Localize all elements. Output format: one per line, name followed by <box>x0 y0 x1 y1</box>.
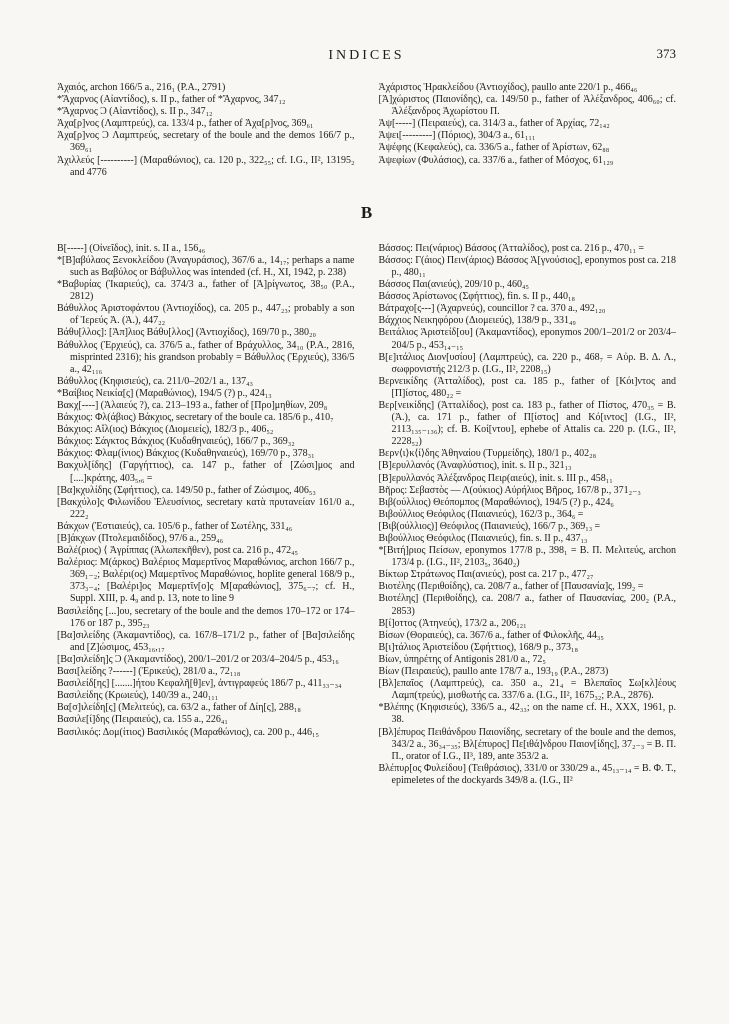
index-entry: Β[-----] (Οἰνεῖδος), init. s. II a., 156₄₆ <box>57 242 206 254</box>
index-entry: Βακχ[----] (Ἁλαιεύς ?), ca. 213–193 a., father of [Προ]μηθίων, 209₈ <box>57 399 328 411</box>
index-entry: *Ἄχαρνος (Αἰαντίδος), s. II p., father of *Ἄχαρνος, 347₁₂ <box>57 94 286 106</box>
index-entry: *Βαβυρίας (Ἰκαριεύς), ca. 374/3 a., father of [Ἀ]ρίγνωτος, 38₅₀ (P.A., 2812) <box>57 279 355 303</box>
index-entry: Ἀχα[ρ]νος (Λαμπτρεύς), ca. 133/4 p., father of Ἀχα[ρ]νος, 369₆₁ <box>57 118 314 130</box>
index-entry: *Βαίβιος Νεικία[ς] (Μαραθώνιος), 194/5 (?) p., 424₁₃ <box>57 387 272 399</box>
running-head: INDICES <box>328 48 405 63</box>
index-entry: Ἀψ[-----] (Πειραιεύς), ca. 314/3 a., father of Ἀρχίας, 72₁₄₂ <box>378 118 610 130</box>
index-entry: Βασιλείδης [...]ου, secretary of the boule and the demos 170–172 or 174–176 or 187 p., 395₂₃ <box>57 605 355 629</box>
index-entry: [Βλ]έπυρος Πειθάνδρου Παιονίδης, secretary of the boule and the demos, 343/2 a., 36₃₄₋₃₅; Βλ[έπυρος] Πε[ιθά]νδρου Παιον[ίδης], 37₂₋₃ = Β. Π. Π., orator of I.G., II³, 189, ante 353/2 a. <box>378 726 676 762</box>
index-entry: *Ἄχαρνος Ɔ (Αἰαντίδος), s. II p., 347₁₂ <box>57 106 213 118</box>
index-entry: Βάσσος: Πει(νάριος) Βάσσος (Ἀτταλίδος), post ca. 216 p., 470₁₁ = <box>378 242 644 254</box>
index-entry: Ἀψέφης (Κεφαλεύς), ca. 336/5 a., father of Ἀρίστων, 62₈₈ <box>378 142 610 154</box>
index-entry: Βιοτέλης] (Περιθοίδης), ca. 208/7 a., father of Παυσανίας, 200₂ (P.A., 2853) <box>378 593 676 617</box>
index-entry: Βίων (Πειραιεύς), paullo ante 178/7 a., 193₁₉ (P.A., 2873) <box>378 666 609 678</box>
index-entry: [Βα]σιλείδης (Ἀκαμαντίδος), ca. 167/8–171/2 p., father of [Βα]σιλείδης and [Ζ]ώσιμος, 453₁₆,₁₇ <box>57 629 355 653</box>
index-entry: Βερνεικίδης (Ἀτταλίδος), post ca. 185 p., father of [Κόι]ντος and [Π]ίστος, 480₂₂ = <box>378 375 676 399</box>
index-entry: Βάκχιος: Φλαμ(ίνιος) Βάκχιος (Κυδαθηναιεύς), 169/70 p., 378₃₁ <box>57 448 315 460</box>
section-a-right-column <box>379 82 677 179</box>
index-entry: Βῆρος: Σεβαστὸς — Λ(ούκιος) Αὐρήλιος Βῆρος, 167/8 p., 371₂₋₃ <box>378 484 641 496</box>
index-entry: Β[ε]ιτάλιος Διον[υσίου] (Λαμπτρεύς), ca. 220 p., 468₇ = Αὐρ. Β. Δ. Λ., σωφρονιστής 212/3 p. (I.G., II², 2208₁₅) <box>378 351 676 375</box>
index-entry: Β[ι]τάλιος Ἀριστείδου (Σφήττιος), 168/9 p., 373₁₈ <box>378 641 578 653</box>
index-entry: Βασιλείδης (Κρωιεύς), 140/39 a., 240₁₁₁ <box>57 690 219 702</box>
index-entry: [Ἀ]χώριστος (Παιονίδης), ca. 149/50 p., father of Ἀλέξανδρος, 406₆₀; cf. Ἀλέξανδρος Ἀχωρίστου Π. <box>378 94 676 118</box>
index-entry: Βερ[νεικίδης] (Ἀτταλίδος), post ca. 183 p., father of Πίστος, 470₃₅ = Β. (Ἀ.), ca. 171 p., father of Π[ίστος] and Κό[ιντος] (I.G., II², 2113₁₃₅₋₁₃₆); cf. Β. Κοί[ντου], ephebe of Attalis ca. 220 p. (I.G., II², 2228₅₂) <box>378 399 676 448</box>
index-entry: [Β]ερυλλανός Ἀλέξανδρος Πειρ(αιεύς), init. s. III p., 458₁₁ <box>378 472 613 484</box>
section-heading-b: B <box>360 202 373 222</box>
index-entry: Βάτραχο[ς---] (Ἀχαρνεύς), councillor ? ca. 370 a., 492₁₂₀ <box>378 303 606 315</box>
index-entry: Βιβούλλιος Θεόφιλος (Παιανιεύς), fin. s. II p., 437₁₃ <box>378 533 588 544</box>
index-entry: Ἀχα[ρ]νος Ɔ Λαμπτρεύς, secretary of the boule and the demos 166/7 p., 369₆₁ <box>57 130 355 154</box>
index-entry: Βιοτέλης (Περιθοίδης), ca. 208/7 a., father of [Παυσανία]ς, 199₂ = <box>378 581 644 593</box>
index-entry: [Βακχύλο]ς Φιλωνίδου Ἐλευσίνιος, secretary κατὰ πρυτανείαν 161/0 a., 222₂ <box>57 496 355 520</box>
index-entry: *[Βιτή]ριος Πείσων, eponymos 177/8 p., 398₁ = Β. Π. Μελιτεύς, archon 173/4 p. (I.G., II², 2103₅, 3640₂) <box>378 545 676 569</box>
index-entry: Βάκχων (Ἑστιαιεύς), ca. 105/6 p., father of Σωτέλης, 331₄₆ <box>57 520 293 532</box>
index-entry: Βασιλικός: Δομ(ίτιος) Βασιλικός (Μαραθώνιος), ca. 200 p., 446₁₅ <box>57 726 319 738</box>
index-entry: Βάσσος Ἀρίστωνος (Σφήττιος), fin. s. II p., 440₁₈ <box>378 291 575 303</box>
index-entry: *[Β]αβύλαος Ξενοκλείδου (Ἀναγυράσιος), 367/6 a., 14₁₇; perhaps a name such as Βαβύλος or Βάβυλλος was intended (cf. H., XI, 1942, p. 238) <box>57 254 355 278</box>
index-entry: [Βα]σιλείδη]ς Ɔ (Ἀκαμαντίδος), 200/1–201/2 or 203/4–204/5 p., 453₁₆ <box>57 653 339 665</box>
index-entry: Βλέπυρ[ος Φυλείδου] (Τειθράσιος), 331/0 or 330/29 a., 45₁₃₋₁₄ = Β. Φ. Τ., epimeletes of the dockyards 349/8 a. (I.G., II² <box>378 762 676 786</box>
index-entry: [Βιβ(ούλλιος)] Θεόφιλος (Παιανιεύς), 166/7 p., 369₁₃ = <box>378 520 601 532</box>
index-entry: [Βα]κχυλίδης (Σφήττιος), ca. 149/50 p., father of Ζώσιμος, 406₅₃ <box>57 484 316 496</box>
index-entry: Ἀχαιός, archon 166/5 a., 216₁ (P.A., 2791) <box>57 82 226 93</box>
section-b-left-column <box>57 243 355 787</box>
index-entry: Βάθυ[λλος]: [Ἀπ]λιος Βάθυ[λλος] (Ἀντιοχίδος), 169/70 p., 380₂₀ <box>57 327 316 339</box>
index-entry: Βασιλε[ί]δης (Πειραιεύς), ca. 155 a., 226₄₁ <box>57 714 228 726</box>
index-entry: [Βλ]επαῖος (Λαμπτρεύς), ca. 350 a., 21₄ = Βλεπαῖος Σω[κλ]έους Λαμπ(τρεύς), μισθωτής ca. 337/6 a. (I.G., II², 1675₃₂; P.A., 2876). <box>378 678 676 702</box>
index-entry: Βάσσος: Γ(άιος) Πειν(άριος) Βάσσος Ἁ[γνούσιος], eponymos post ca. 218 p., 480₁₁ <box>378 254 676 278</box>
index-entry: Βειτάλιος Ἀριστείδ[ου] (Ἀκαμαντίδος), eponymos 200/1–201/2 or 203/4–204/5 p., 453₁₄₋₁₅ <box>378 327 676 351</box>
index-entry: Βιβούλλιος Θεόφιλος (Παιανιεύς), 162/3 p., 364₆ = <box>378 508 584 520</box>
index-entry: Ἀχιλλεύς [----------] (Μαραθώνιος), ca. 120 p., 322₅₅; cf. I.G., II², 13195₂ and 4776 <box>57 154 355 178</box>
index-entry: Βάκχιος: Σάγκτος Βάκχιος (Κυδαθηναιεύς), 166/7 p., 369₃₂ <box>57 436 295 448</box>
index-entry: Βαλέ(ριος) ⟨ Ἀγρίππας (Ἀλωπεκῆθεν), post ca. 216 p., 472₄₅ <box>57 545 299 557</box>
index-entry: Βασι[λείδης ?------] (Ἐρικεύς), 281/0 a., 72₁₁₈ <box>57 666 241 678</box>
page-header <box>57 46 676 62</box>
index-entry: Ἀψεφίων (Φυλάσιος), ca. 337/6 a., father of Μόσχος, 61₁₂₉ <box>378 154 614 166</box>
section-b <box>57 243 676 787</box>
index-entry: Βάθυλλος Ἀριστοφάντου (Ἀντιοχίδος), ca. 205 p., 447₂₃; probably a son of Ἱερεύς Ἀ. (Ἀ.), 447₂₂ <box>57 303 355 327</box>
index-entry: Βίσων (Θοραιεύς), ca. 367/6 a., father of Φιλοκλῆς, 44₃₅ <box>378 629 604 641</box>
index-entry: Βίων, ὑπηρέτης of Antigonis 281/0 a., 72₅ <box>378 653 546 665</box>
index-entry: Βάσσος Παι(ανιεύς), 209/10 p., 460₄₅ <box>378 279 529 291</box>
index-entry: Βάθυλλος (Ἐρχιεύς), ca. 376/5 a., father of Βράχυλλος, 34₁₀ (P.A., 2816, misprinted 2316); his grandson probably = Βάθυλλος (Ἐρχιεύς), 336/5 a., 42₁₁₆ <box>57 339 355 375</box>
index-entry: Βακχυλ[ίδης] (Γαργήττιος), ca. 147 p., father of [Ζώσι]μος and [....]κράτης, 403₅,₆ = <box>57 460 355 484</box>
section-a <box>57 82 676 179</box>
index-entry: *Βλέπης (Κηφισιεύς), 336/5 a., 42₃₃; on the name cf. H., XXX, 1961, p. 38. <box>378 702 676 726</box>
index-entry: Βάθυλλος (Κηφισιεύς), ca. 211/0–202/1 a., 137₄₃ <box>57 375 254 387</box>
index-entry: Βα[σ]ιλείδη[ς] (Μελιτεύς), ca. 63/2 a., father of Δίη[ς], 288₁₈ <box>57 702 301 714</box>
index-entry: Ἀψει[---------] (Πόριος), 304/3 a., 61₁₁₁ <box>378 130 536 142</box>
index-entry: Βερν⟨ι⟩κ⟨ί⟩δης Ἀθηναίου (Τυρμείδης), 180/1 p., 402₂₈ <box>378 448 597 460</box>
index-entry: Β[ί]οττος (Ἀτηνεύς), 173/2 a., 206₁₂₁ <box>378 617 527 629</box>
index-entry: Βάκχιος: Φλ(άβιος) Βάκχιος, secretary of the boule ca. 185/6 p., 410₇ <box>57 412 334 424</box>
index-entry: Βασιλείδ[ης] [.......]ήτου Κεφαλῆ[θ]εν], ἀντιγραφεύς 186/7 p., 411₃₃₋₃₄ <box>57 678 342 690</box>
index-entry: [Β]ερυλλανός (Ἀναφλύστιος), init. s. II p., 321₁₃ <box>378 460 572 472</box>
index-entry: Ἀχάριστος Ἡρακλείδου (Ἀντιοχίδος), paullo ante 220/1 p., 466₄₆ <box>378 82 638 93</box>
index-entry: Βιβ(ούλλιος) Θεόπομπος (Μαραθώνιος), 194/5 (?) p., 424₆ <box>378 496 614 508</box>
section-a-left-column <box>57 82 355 179</box>
index-entry: Βίκτωρ Στράτωνος Παι(ανιεύς), post ca. 217 p., 477₂₇ <box>378 569 594 581</box>
index-entry: Βάχχιος Νεικηφόρου (Διομειεύς), 138/9 p., 331₄₉ <box>378 315 576 327</box>
index-entry: Βάκχιος: Αἴλ(ιος) Βάκχιος (Διομειείς), 182/3 p., 406₅₂ <box>57 424 274 436</box>
page-number: 373 <box>656 46 676 61</box>
index-entry: [Β]άκχων (Πτολεμαιδίδος), 97/6 a., 259₄₆ <box>57 533 224 544</box>
section-b-right-column <box>379 243 677 787</box>
index-entry: Βαλέριος: Μ(άρκος) Βαλέριος Μαμερτῖνος Μαραθώνιος, archon 166/7 p., 369₁₋₂; Βαλέρι(ος) Μαμερτῖνος Μαραθώνιος, hoplite general 168/9 p., 373₃₋₄; [Βαλέρι]ος Μαμερτῖν[ο]ς Μ[αραθώνιος], 375₆₋₇; cf. H., Suppl. XIII, p. 4₉ and p. 13, note to line 9 <box>57 557 355 605</box>
